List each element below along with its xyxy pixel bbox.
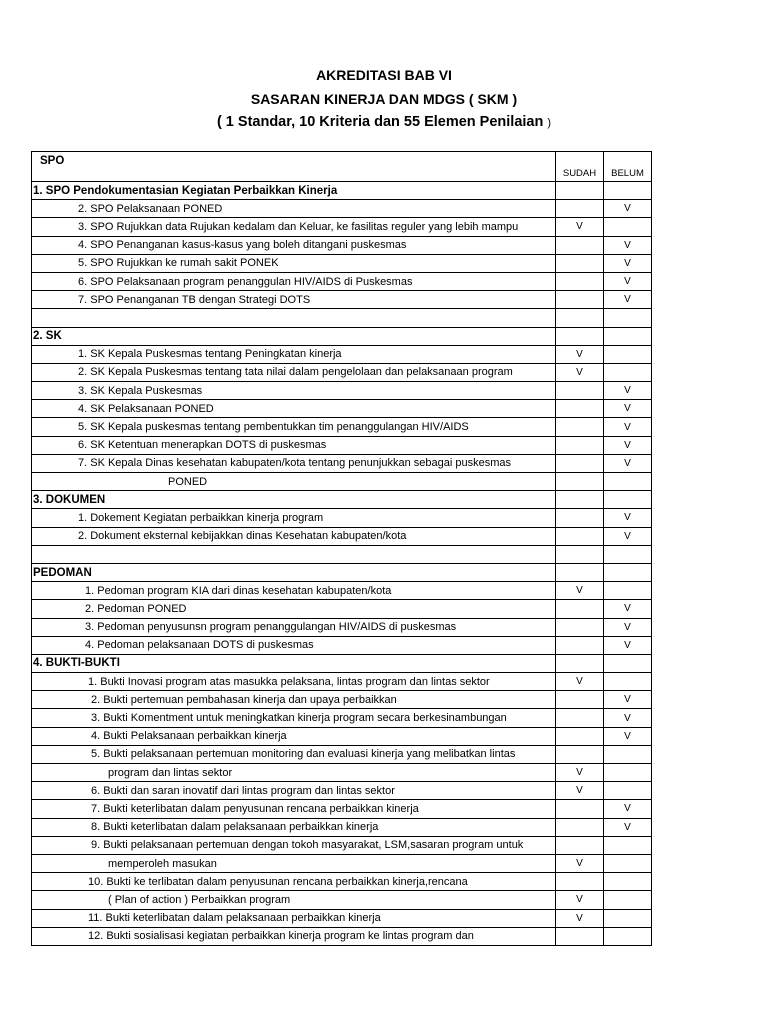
belum-check: V xyxy=(604,454,652,472)
belum-check: V xyxy=(604,400,652,418)
belum-check xyxy=(604,545,652,563)
section-title: 2. SK xyxy=(32,327,556,345)
sudah-check xyxy=(556,291,604,309)
table-row xyxy=(32,836,652,854)
item-text: ( Plan of action ) Perbaikkan program xyxy=(32,891,556,909)
item-text: 12. Bukti sosialisasi kegiatan perbaikkan kinerja program ke lintas program dan xyxy=(32,927,556,945)
table-row xyxy=(32,727,652,745)
item-text xyxy=(32,309,556,327)
section-title: 1. SPO Pendokumentasian Kegiatan Perbaikkan Kinerja xyxy=(32,182,556,200)
sudah-check xyxy=(556,600,604,618)
belum-check: V xyxy=(604,200,652,218)
table-row xyxy=(32,854,652,872)
table-row xyxy=(32,345,652,363)
item-text: 5. SPO Rujukkan ke rumah sakit PONEK xyxy=(32,254,556,272)
sudah-check: V xyxy=(556,891,604,909)
item-text: 2. Pedoman PONED xyxy=(32,600,556,618)
belum-check: V xyxy=(604,636,652,654)
table-row xyxy=(32,473,652,491)
table-row xyxy=(32,582,652,600)
item-text: 7. SK Kepala Dinas kesehatan kabupaten/kota tentang penunjukkan sebagai puskesmas xyxy=(32,454,556,472)
table-row xyxy=(32,509,652,527)
sudah-check: V xyxy=(556,582,604,600)
table-header-row xyxy=(32,152,652,182)
item-text: 11. Bukti keterlibatan dalam pelaksanaan perbaikkan kinerja xyxy=(32,909,556,927)
sudah-check: V xyxy=(556,782,604,800)
sudah-check xyxy=(556,818,604,836)
belum-check: V xyxy=(604,600,652,618)
table-row xyxy=(32,636,652,654)
table-row xyxy=(32,309,652,327)
table-row xyxy=(32,200,652,218)
item-text: 1. Bukti Inovasi program atas masukka pelaksana, lintas program dan lintas sektor xyxy=(32,673,556,691)
belum-check xyxy=(604,309,652,327)
sudah-check: V xyxy=(556,854,604,872)
table-row xyxy=(32,236,652,254)
item-text: 2. Dokument eksternal kebijakkan dinas Kesehatan kabupaten/kota xyxy=(32,527,556,545)
sudah-check: V xyxy=(556,363,604,381)
sudah-check xyxy=(556,327,604,345)
sudah-check xyxy=(556,636,604,654)
sudah-check xyxy=(556,545,604,563)
item-text: PONED xyxy=(32,473,556,491)
item-text: 2. SPO Pelaksanaan PONED xyxy=(32,200,556,218)
item-text: 3. Pedoman penyusunsn program penanggulangan HIV/AIDS di puskesmas xyxy=(32,618,556,636)
sudah-check xyxy=(556,873,604,891)
table-row xyxy=(32,818,652,836)
table-row xyxy=(32,745,652,763)
item-text: 5. Bukti pelaksanaan pertemuan monitoring dan evaluasi kinerja yang melibatkan lintas xyxy=(32,745,556,763)
section-row xyxy=(32,491,652,509)
belum-check: V xyxy=(604,291,652,309)
header-sudah: SUDAH xyxy=(556,152,604,182)
doc-title-line3-text: ( 1 Standar, 10 Kriteria dan 55 Elemen Penilaian xyxy=(216,114,544,130)
table-row xyxy=(32,800,652,818)
belum-check xyxy=(604,873,652,891)
table-row xyxy=(32,291,652,309)
belum-check xyxy=(604,764,652,782)
section-title: PEDOMAN xyxy=(32,563,556,581)
item-text: 10. Bukti ke terlibatan dalam penyusunan rencana perbaikkan kinerja,rencana xyxy=(32,873,556,891)
sudah-check xyxy=(556,691,604,709)
belum-check xyxy=(604,363,652,381)
doc-title-line3 xyxy=(0,114,768,130)
belum-check xyxy=(604,891,652,909)
sudah-check xyxy=(556,836,604,854)
doc-title-line1: AKREDITASI BAB VI xyxy=(316,67,452,83)
sudah-check: V xyxy=(556,673,604,691)
belum-check xyxy=(604,854,652,872)
sudah-check xyxy=(556,272,604,290)
item-text: 9. Bukti pelaksanaan pertemuan dengan tokoh masyarakat, LSM,sasaran program untuk xyxy=(32,836,556,854)
section-row xyxy=(32,654,652,672)
doc-title-line2: SASARAN KINERJA DAN MDGS ( SKM ) xyxy=(250,91,518,107)
table-row xyxy=(32,891,652,909)
belum-check xyxy=(604,491,652,509)
item-text: 4. Pedoman pelaksanaan DOTS di puskesmas xyxy=(32,636,556,654)
item-text: 7. SPO Penanganan TB dengan Strategi DOTS xyxy=(32,291,556,309)
sudah-check xyxy=(556,491,604,509)
doc-title-line3-close: ) xyxy=(547,117,552,129)
item-text: 2. Bukti pertemuan pembahasan kinerja dan upaya perbaikkan xyxy=(32,691,556,709)
item-text: 1. Dokement Kegiatan perbaikkan kinerja program xyxy=(32,509,556,527)
belum-check: V xyxy=(604,254,652,272)
table-row xyxy=(32,673,652,691)
sudah-check xyxy=(556,418,604,436)
item-text: 1. Pedoman program KIA dari dinas kesehatan kabupaten/kota xyxy=(32,582,556,600)
item-text: 7. Bukti keterlibatan dalam penyusunan rencana perbaikkan kinerja xyxy=(32,800,556,818)
sudah-check xyxy=(556,400,604,418)
item-text: 3. Bukti Komentment untuk meningkatkan kinerja program secara berkesinambungan xyxy=(32,709,556,727)
section-row xyxy=(32,182,652,200)
item-text: 6. SK Ketentuan menerapkan DOTS di puskesmas xyxy=(32,436,556,454)
belum-check: V xyxy=(604,709,652,727)
belum-check xyxy=(604,745,652,763)
item-text: 4. SK Pelaksanaan PONED xyxy=(32,400,556,418)
sudah-check xyxy=(556,527,604,545)
belum-check: V xyxy=(604,272,652,290)
table-row xyxy=(32,927,652,945)
sudah-check xyxy=(556,618,604,636)
item-text: 1. SK Kepala Puskesmas tentang Peningkatan kinerja xyxy=(32,345,556,363)
sudah-check xyxy=(556,473,604,491)
belum-check: V xyxy=(604,382,652,400)
sudah-check xyxy=(556,927,604,945)
section-title: 4. BUKTI-BUKTI xyxy=(32,654,556,672)
sudah-check xyxy=(556,563,604,581)
sudah-check: V xyxy=(556,764,604,782)
table-row xyxy=(32,600,652,618)
belum-check: V xyxy=(604,800,652,818)
table-row xyxy=(32,527,652,545)
belum-check: V xyxy=(604,727,652,745)
table-row xyxy=(32,764,652,782)
table-row xyxy=(32,618,652,636)
header-spo: SPO xyxy=(32,152,556,182)
belum-check: V xyxy=(604,236,652,254)
belum-check xyxy=(604,654,652,672)
table-row xyxy=(32,272,652,290)
item-text: 4. Bukti Pelaksanaan perbaikkan kinerja xyxy=(32,727,556,745)
item-text: 5. SK Kepala puskesmas tentang pembentukkan tim penanggulangan HIV/AIDS xyxy=(32,418,556,436)
table-row xyxy=(32,363,652,381)
sudah-check xyxy=(556,454,604,472)
item-text xyxy=(32,545,556,563)
belum-check xyxy=(604,345,652,363)
table-row xyxy=(32,454,652,472)
sudah-check xyxy=(556,382,604,400)
sudah-check xyxy=(556,200,604,218)
sudah-check xyxy=(556,182,604,200)
table-row xyxy=(32,909,652,927)
table-row xyxy=(32,382,652,400)
sudah-check: V xyxy=(556,909,604,927)
belum-check xyxy=(604,927,652,945)
table-row xyxy=(32,709,652,727)
item-text: program dan lintas sektor xyxy=(32,764,556,782)
item-text: 8. Bukti keterlibatan dalam pelaksanaan perbaikkan kinerja xyxy=(32,818,556,836)
section-row xyxy=(32,327,652,345)
table-row xyxy=(32,436,652,454)
belum-check: V xyxy=(604,436,652,454)
sudah-check xyxy=(556,309,604,327)
sudah-check xyxy=(556,709,604,727)
belum-check xyxy=(604,782,652,800)
item-text: 2. SK Kepala Puskesmas tentang tata nilai dalam pengelolaan dan pelaksanaan program xyxy=(32,363,556,381)
header-belum: BELUM xyxy=(604,152,652,182)
item-text: 4. SPO Penanganan kasus-kasus yang boleh ditangani puskesmas xyxy=(32,236,556,254)
belum-check: V xyxy=(604,691,652,709)
belum-check xyxy=(604,473,652,491)
table-row xyxy=(32,400,652,418)
belum-check xyxy=(604,673,652,691)
belum-check xyxy=(604,182,652,200)
belum-check xyxy=(604,909,652,927)
sudah-check xyxy=(556,800,604,818)
belum-check xyxy=(604,582,652,600)
item-text: 3. SK Kepala Puskesmas xyxy=(32,382,556,400)
belum-check xyxy=(604,836,652,854)
belum-check: V xyxy=(604,618,652,636)
item-text: 6. SPO Pelaksanaan program penanggulan HIV/AIDS di Puskesmas xyxy=(32,272,556,290)
item-text: 3. SPO Rujukkan data Rujukan kedalam dan Keluar, ke fasilitas reguler yang lebih mampu xyxy=(32,218,556,236)
sudah-check: V xyxy=(556,218,604,236)
table-row xyxy=(32,873,652,891)
sudah-check xyxy=(556,654,604,672)
section-row xyxy=(32,563,652,581)
sudah-check xyxy=(556,254,604,272)
sudah-check xyxy=(556,436,604,454)
belum-check xyxy=(604,218,652,236)
table-row xyxy=(32,545,652,563)
sudah-check xyxy=(556,727,604,745)
belum-check: V xyxy=(604,818,652,836)
table-row xyxy=(32,691,652,709)
section-title: 3. DOKUMEN xyxy=(32,491,556,509)
table-row xyxy=(32,418,652,436)
item-text: memperoleh masukan xyxy=(32,854,556,872)
sudah-check xyxy=(556,509,604,527)
item-text: 6. Bukti dan saran inovatif dari lintas program dan lintas sektor xyxy=(32,782,556,800)
sudah-check: V xyxy=(556,345,604,363)
table-row xyxy=(32,218,652,236)
table-row xyxy=(32,782,652,800)
belum-check: V xyxy=(604,527,652,545)
belum-check xyxy=(604,327,652,345)
table-row xyxy=(32,254,652,272)
belum-check: V xyxy=(604,509,652,527)
belum-check xyxy=(604,563,652,581)
sudah-check xyxy=(556,745,604,763)
sudah-check xyxy=(556,236,604,254)
checklist-table xyxy=(31,151,652,946)
belum-check: V xyxy=(604,418,652,436)
